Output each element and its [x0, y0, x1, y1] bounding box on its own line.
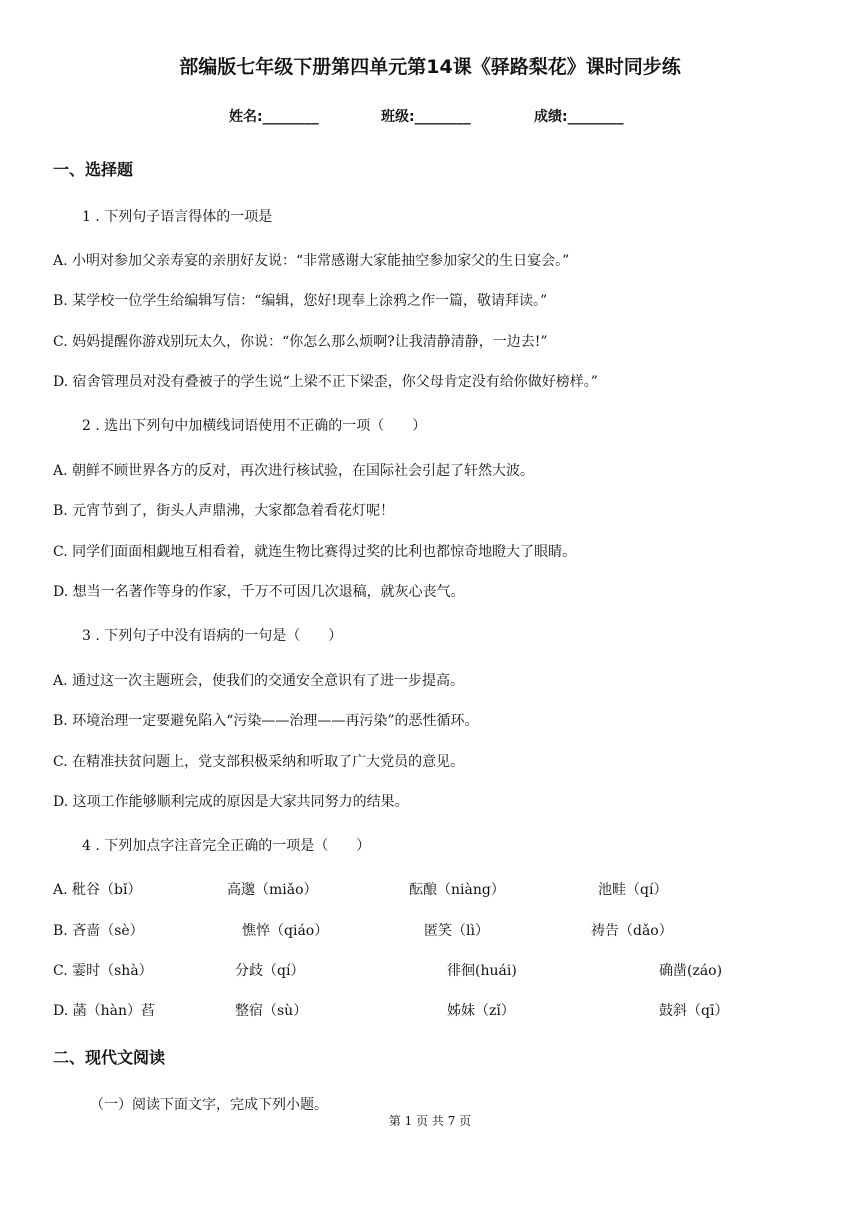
- page-title: 部编版七年级下册第四单元第14课《驿路梨花》课时同步练: [179, 56, 681, 78]
- question-4-option-b-2: 憔悴（qiáo）: [242, 923, 329, 939]
- question-4-option-c-3: 徘徊(huái): [447, 963, 517, 979]
- question-1-option-b: B. 某学校一位学生给编辑写信：“编辑，您好!现奉上涂鸦之作一篇，敬请拜读。”: [53, 293, 548, 309]
- question-2-stem: 2 . 选出下列句中加横线词语使用不正确的一项（ ）: [82, 418, 427, 434]
- question-2-option-c: C. 同学们面面相觑地互相看着，就连生物比赛得过奖的比利也都惊奇地瞪大了眼睛。: [53, 544, 577, 560]
- section-heading-reading: 二、现代文阅读: [53, 1048, 166, 1067]
- question-4-option-c-1: C. 霎时（shà）: [53, 963, 153, 979]
- question-4-option-d-3: 姊妹（zǐ）: [447, 1003, 515, 1019]
- question-3-option-d: D. 这项工作能够顺利完成的原因是大家共同努力的结果。: [53, 794, 409, 810]
- question-4-option-a-3: 酝酿（niàng）: [409, 882, 505, 898]
- question-1-option-c: C. 妈妈提醒你游戏别玩太久，你说：“你怎么那么烦啊?让我清静清静，一边去!”: [53, 334, 548, 350]
- question-4-option-a-2: 高邈（miǎo）: [227, 882, 318, 898]
- question-4-option-a-1: A. 秕谷（bǐ）: [53, 882, 142, 898]
- name-field: 姓名:________: [229, 109, 319, 125]
- question-3-stem: 3 . 下列句子中没有语病的一句是（ ）: [82, 628, 343, 644]
- score-field: 成绩:________: [534, 109, 624, 125]
- question-1-option-d: D. 宿舍管理员对没有叠被子的学生说“上梁不正下梁歪，你父母肯定没有给你做好榜样。”: [53, 374, 598, 390]
- question-4-option-c-2: 分歧（qí）: [235, 963, 305, 979]
- question-4-option-d-4: 鼓斜（qī）: [659, 1003, 729, 1019]
- question-3-option-c: C. 在精准扶贫问题上，党支部积极采纳和听取了广大党员的意见。: [53, 754, 465, 770]
- question-2-option-b: B. 元宵节到了，街头人声鼎沸，大家都急着看花灯呢！: [53, 503, 395, 519]
- question-4-option-d-2: 整宿（sù）: [235, 1003, 308, 1019]
- question-4-option-a-4: 池畦（qí）: [598, 882, 668, 898]
- question-4-option-d-1: D. 菡（hàn）萏: [53, 1003, 156, 1019]
- question-1-stem: 1 . 下列句子语言得体的一项是: [82, 209, 273, 225]
- page-footer: 第 1 页 共 7 页: [388, 1114, 472, 1128]
- question-3-option-a: A. 通过这一次主题班会，使我们的交通安全意识有了进一步提高。: [53, 673, 465, 689]
- question-1-option-a: A. 小明对参加父亲寿宴的亲朋好友说：“非常感谢大家能抽空参加家父的生日宴会。”: [53, 253, 570, 269]
- section-heading-choice: 一、选择题: [53, 160, 134, 179]
- question-2-option-d: D. 想当一名著作等身的作家，千万不可因几次退稿，就灰心丧气。: [53, 584, 465, 600]
- question-4-option-b-4: 祷告（dǎo）: [591, 923, 673, 939]
- question-4-stem: 4 . 下列加点字注音完全正确的一项是（ ）: [82, 838, 371, 854]
- question-4-option-b-3: 匿笑（lì）: [424, 923, 489, 939]
- question-3-option-b: B. 环境治理一定要避免陷入“污染——治理——再污染”的恶性循环。: [53, 713, 479, 729]
- question-4-option-b-1: B. 吝啬（sè）: [53, 923, 144, 939]
- question-2-option-a: A. 朝鲜不顾世界各方的反对，再次进行核试验，在国际社会引起了轩然大波。: [53, 463, 535, 479]
- class-field: 班级:________: [381, 109, 471, 125]
- question-4-option-c-4: 确凿(záo): [659, 963, 723, 979]
- reading-instruction: （一）阅读下面文字，完成下列小题。: [90, 1097, 328, 1113]
